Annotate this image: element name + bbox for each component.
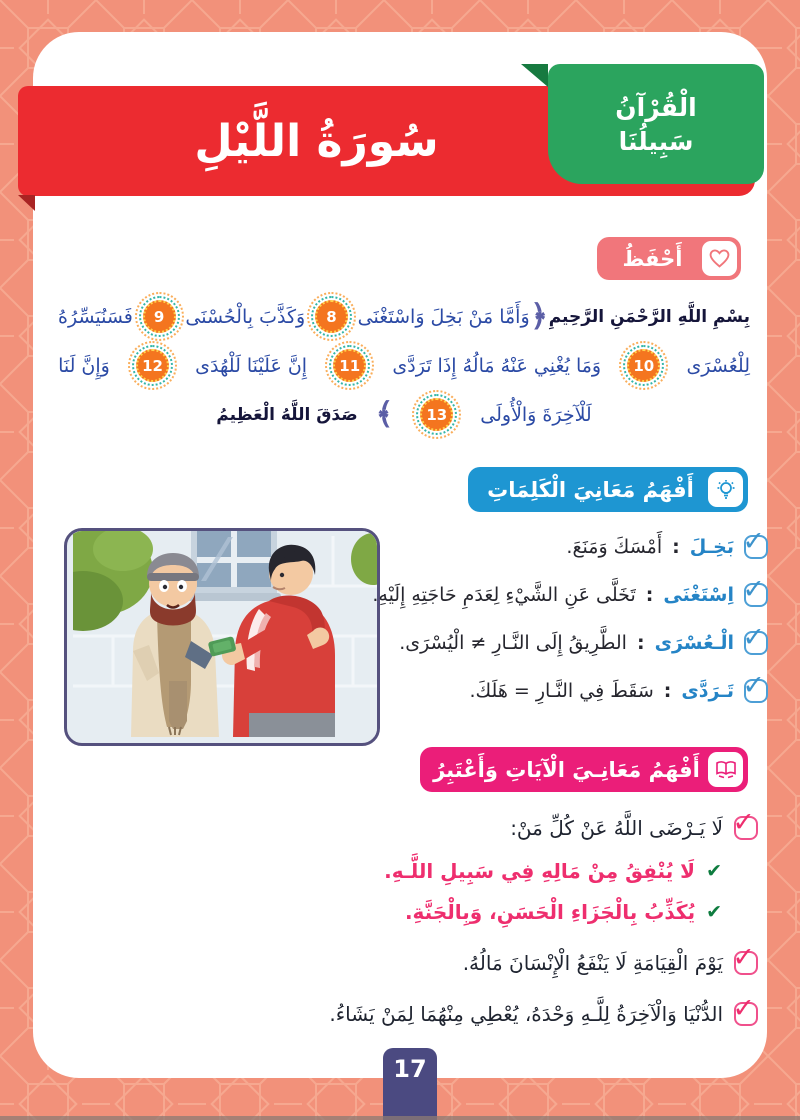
ornate-bracket-icon: ﴾ (375, 397, 394, 432)
ayah-number-medallion (136, 349, 169, 382)
ayah-number-medallion (420, 398, 453, 431)
comprehension-section-label: أَفْهَمُ مَعَانِـيَ الْآيَاتِ وَأَعْتَبِرُ (433, 757, 700, 782)
vocab-definition: أَمْسَكَ وَمَنَعَ. (566, 535, 663, 558)
vocab-item (372, 573, 768, 611)
heart-icon (702, 241, 737, 276)
check-glyph: ✓ (742, 669, 765, 701)
vocab-section-header (468, 467, 748, 512)
verse-text: لِلْعُسْرَى (686, 354, 750, 377)
green-check-icon: ✔ (706, 901, 722, 923)
ayah-number: 11 (339, 356, 361, 375)
vocab-section-label: أَفْهَمُ مَعَانِيَ الْكَلِمَاتِ (487, 477, 694, 502)
check-glyph: ✓ (732, 993, 755, 1024)
check-glyph: ✓ (742, 573, 765, 605)
separator: : (636, 631, 645, 654)
page-bottom-edge (0, 1116, 800, 1120)
ayah-number-medallion (627, 349, 660, 382)
comprehension-text: لَا يَـرْضَى اللَّهُ عَنْ كُلِّ مَنْ: (510, 816, 723, 840)
ayah-number: 12 (142, 356, 163, 375)
comprehension-item (30, 942, 758, 981)
comprehension-text: الدُّنْيَا وَالْآخِرَةُ لِلَّـهِ وَحْدَهُ، يُعْطِي مِنْهُمَا لِمَنْ يَشَاءُ. (329, 1002, 723, 1026)
comprehension-sub-item (30, 894, 722, 930)
verse-text: وَإِنَّ لَنَا (58, 354, 110, 377)
vocab-word: تَـرَدَّى (681, 679, 734, 702)
separator: : (663, 679, 672, 702)
charity-illustration (64, 528, 380, 746)
vocab-word: بَخِـلَ (689, 535, 734, 558)
window (187, 531, 281, 601)
series-badge-line1: الْقُرْآنُ (615, 92, 697, 122)
verse-text: وَكَذَّبَ بِالْحُسْنَى (185, 305, 306, 328)
ayah-number-medallion (143, 300, 176, 333)
comprehension-section-header (420, 747, 748, 792)
comprehension-item (30, 993, 758, 1032)
memorize-label: أَحْفَظُ (622, 246, 683, 271)
series-badge (548, 64, 764, 184)
verse-text: إِنَّ عَلَيْنَا لَلْهُدَى (195, 354, 308, 377)
ornate-bracket-icon: ﴿ (530, 299, 548, 334)
verse-text: فَسَنُيَسِّرُهُ (58, 305, 133, 328)
ayah-number: 9 (153, 307, 165, 326)
vocab-list (372, 525, 768, 707)
verse-text: لَلْآخِرَةَ وَالْأُولَى (480, 403, 592, 426)
calligraphy-text: صَدَقَ اللَّهُ الْعَظِيمُ (216, 404, 358, 425)
lightbulb-icon (708, 472, 743, 507)
vocab-item (378, 669, 768, 707)
checkbox-check-icon (742, 525, 768, 559)
checkbox-check-icon (732, 993, 758, 1026)
vocab-item (378, 525, 768, 563)
separator: : (645, 583, 654, 606)
check-glyph: ✓ (742, 621, 765, 653)
ayah-number-medallion (315, 300, 348, 333)
checkbox-check-icon (742, 621, 768, 655)
page-number: 17 (393, 1055, 427, 1083)
verse-line (58, 292, 750, 341)
checkbox-check-icon (732, 942, 758, 975)
vocab-word: الْـعُسْرَى (654, 631, 734, 654)
page-title: سُورَةُ اللَّيْلِ (194, 115, 439, 167)
comprehension-text: يُكَذِّبُ بِالْجَزَاءِ الْحَسَنِ، وَبِالْجَنَّةِ. (404, 900, 696, 924)
separator: : (672, 535, 680, 558)
verse-text: وَمَا يُغْنِي عَنْهُ مَالُهُ إِذَا تَرَدَّى (392, 354, 602, 377)
ayah-number-medallion (333, 349, 366, 382)
check-glyph: ✓ (742, 525, 765, 557)
vocab-definition: سَقَطَ فِي النَّـارِ = هَلَكَ. (469, 679, 654, 702)
check-glyph: ✓ (732, 942, 755, 973)
vocab-definition: الطَّرِيقُ إِلَى النَّـارِ ≠ الْيُسْرَى. (399, 631, 627, 654)
calligraphy-text: بِسْمِ اللَّهِ الرَّحْمَنِ الرَّحِيمِ (548, 306, 750, 327)
comprehension-text: يَوْمَ الْقِيَامَةِ لَا يَنْفَعُ الْإِنْسَانَ مَالُهُ. (462, 951, 723, 975)
checkbox-check-icon (742, 669, 768, 703)
comprehension-text: لَا يُنْفِقُ مِنْ مَالِهِ فِي سَبِيلِ اللَّـهِ. (384, 859, 696, 883)
vocab-item (378, 621, 768, 659)
comprehension-sub-item (30, 853, 722, 889)
comprehension-list (30, 807, 770, 1039)
series-badge-line2: سَبِيلُنَا (618, 126, 694, 156)
vocab-word: اِسْتَغْنَى (663, 583, 734, 606)
checkbox-check-icon (732, 807, 758, 840)
open-book-icon (708, 752, 743, 787)
ayah-number: 10 (633, 356, 655, 375)
verse-line (58, 341, 750, 390)
quran-verses (58, 292, 750, 439)
memorize-chip (597, 237, 741, 280)
ayah-number: 13 (426, 405, 448, 424)
ayah-number: 8 (326, 307, 337, 326)
verse-line (58, 390, 750, 439)
verse-text: وَأَمَّا مَنْ بَخِلَ وَاسْتَغْنَى (357, 305, 530, 328)
green-check-icon: ✔ (706, 860, 722, 882)
check-glyph: ✓ (732, 807, 755, 838)
page-number-tab (383, 1048, 437, 1120)
comprehension-item (30, 807, 758, 846)
checkbox-check-icon (742, 573, 768, 607)
vocab-definition: تَخَلَّى عَنِ الشَّيْءِ لِعَدَمِ حَاجَتِهِ إِلَيْهِ. (372, 583, 636, 606)
